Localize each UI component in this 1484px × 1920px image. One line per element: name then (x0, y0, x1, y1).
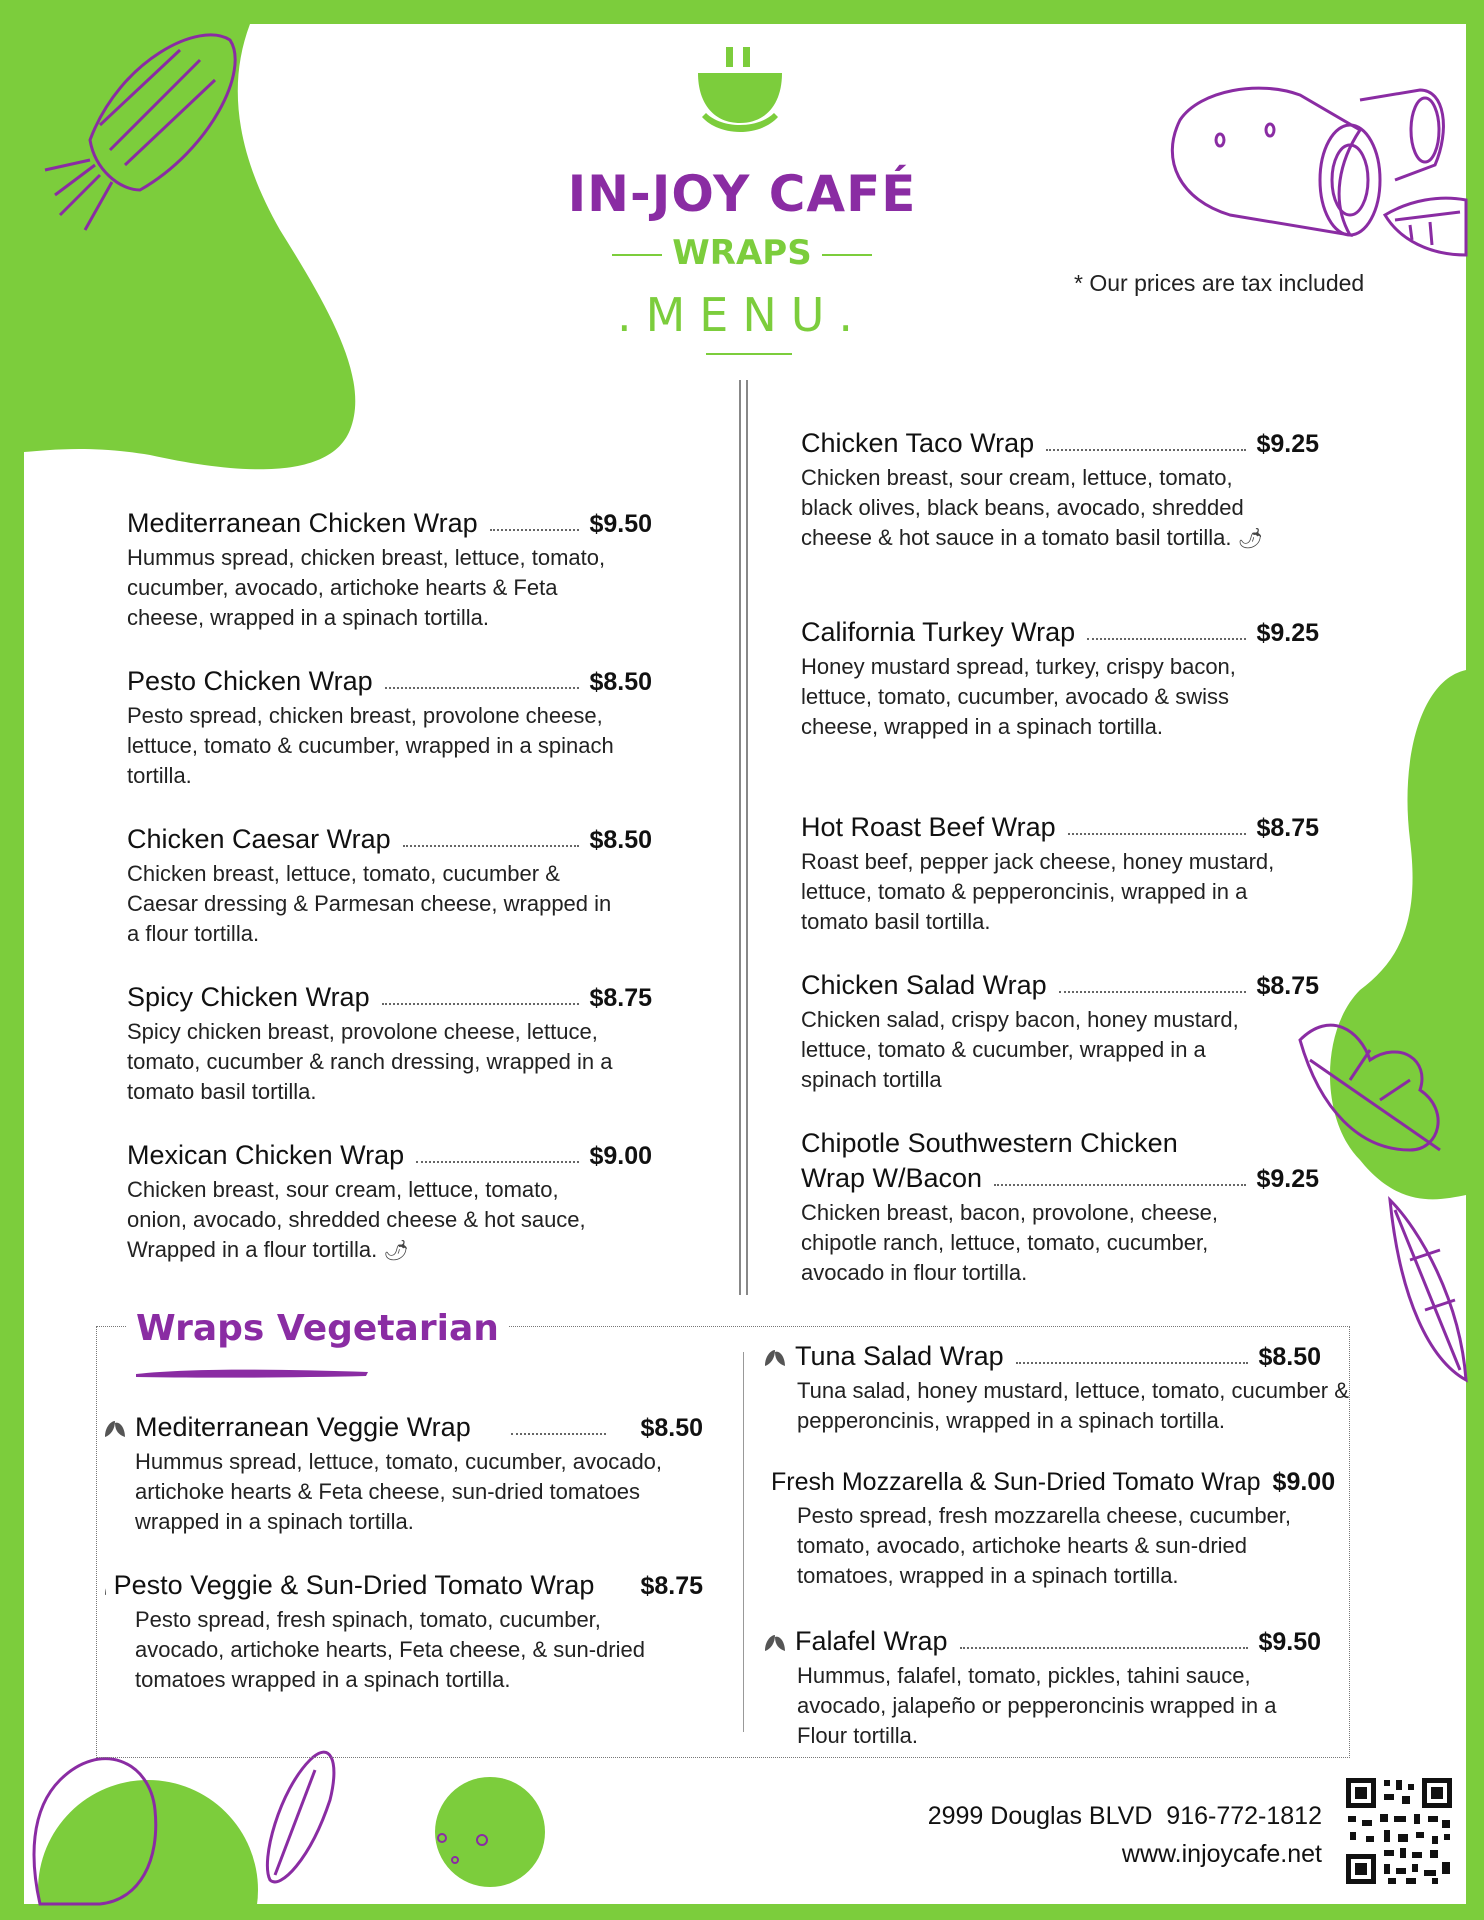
item-description: Chicken breast, lettuce, tomato, cucumber & Caesar dressing & Parmesan cheese, wrapped in a flour tortilla. (127, 861, 612, 946)
item-price: $9.00 (589, 1142, 652, 1170)
chili-pepper-icon: 🌶 (1237, 528, 1263, 550)
column-divider (739, 380, 748, 1295)
menu-item (127, 508, 652, 633)
website-link[interactable]: www.injoycafe.net (1121, 1840, 1322, 1868)
brand-menu-word: .MENU. (616, 288, 868, 342)
item-name: California Turkey Wrap (801, 617, 1076, 647)
item-name: Falafel Wrap (795, 1626, 948, 1656)
item-price: $8.50 (640, 1414, 703, 1442)
vegetarian-title: Wraps Vegetarian (126, 1308, 509, 1349)
item-price: $8.50 (589, 826, 652, 854)
brand-rule (706, 353, 792, 355)
phone: 916-772-1812 (1166, 1802, 1322, 1830)
item-description: Hummus spread, lettuce, tomato, cucumber, avocado, artichoke hearts & Feta cheese, sun-dried tomatoes wrapped in a spinach tortilla. (135, 1449, 663, 1534)
item-name: Hot Roast Beef Wrap (801, 812, 1056, 842)
menu-item (801, 970, 1319, 1095)
item-description (801, 463, 1281, 554)
item-price: $8.75 (1256, 972, 1319, 1000)
brand-category (0, 233, 1484, 273)
item-price: $8.75 (1256, 814, 1319, 842)
leaf-icon (103, 1419, 127, 1439)
menu-item (127, 824, 652, 949)
item-name: Chicken Salad Wrap (801, 970, 1047, 1000)
menu-item (801, 617, 1319, 742)
coffee-cup-logo-icon (690, 45, 790, 145)
item-description: Chicken breast, bacon, provolone, cheese, chipotle ranch, lettuce, tomato, cucumber, avocado in flour tortilla. (801, 1200, 1219, 1285)
chili-pepper-icon: 🌶 (383, 1240, 409, 1262)
bottom-center-circle (435, 1777, 545, 1887)
item-name: Chicken Taco Wrap (801, 428, 1035, 458)
footer-address-line (928, 1802, 1322, 1831)
item-name: Mediterranean Veggie Wrap (135, 1412, 471, 1442)
veg-menu-item (763, 1626, 1321, 1751)
item-price: $8.75 (589, 984, 652, 1012)
item-description: Honey mustard spread, turkey, crispy bacon, lettuce, tomato, cucumber, avocado & swiss cheese, wrapped in a spinach tortilla. (801, 654, 1236, 739)
item-price: $9.25 (1256, 430, 1319, 458)
item-description (127, 1175, 607, 1266)
brand-category-text: WRAPS (672, 233, 812, 273)
item-price: $9.00 (1272, 1468, 1336, 1496)
item-name: Tuna Salad Wrap (795, 1341, 1004, 1371)
item-price: $8.50 (1258, 1343, 1321, 1371)
item-description: Pesto spread, fresh spinach, tomato, cucumber, avocado, artichoke hearts, Feta cheese, & sun-dried tomatoes wrapped in a spinach tortilla. (135, 1607, 645, 1692)
leaf-icon (103, 1577, 106, 1597)
item-name: Mexican Chicken Wrap (127, 1140, 405, 1170)
vegetarian-divider (743, 1352, 744, 1732)
item-description: Spicy chicken breast, provolone cheese, lettuce, tomato, cucumber & ranch dressing, wrapped in a tomato basil tortilla. (127, 1019, 613, 1104)
item-price: $9.50 (1258, 1628, 1321, 1656)
item-description: Pesto spread, chicken breast, provolone cheese, lettuce, tomato & cucumber, wrapped in a spinach tortilla. (127, 703, 614, 788)
item-name-line1: Chipotle Southwestern Chicken (801, 1128, 1178, 1158)
menu-item (801, 812, 1319, 937)
item-description: Pesto spread, fresh mozzarella cheese, cucumber, tomato, avocado, artichoke hearts & sun-dried tomatoes, wrapped in a spinach tortilla. (797, 1503, 1292, 1588)
item-description: Tuna salad, honey mustard, lettuce, tomato, cucumber & pepperoncinis, wrapped in a spinach tortilla. (797, 1378, 1349, 1433)
menu-item (801, 1128, 1319, 1288)
item-name: Mediterranean Chicken Wrap (127, 508, 478, 538)
item-description-text: Chicken breast, sour cream, lettuce, tomato, onion, avocado, shredded cheese & hot sauce, Wrapped in a flour tortilla. (127, 1177, 586, 1262)
item-name: Chicken Caesar Wrap (127, 824, 391, 854)
item-description-text: Chicken breast, sour cream, lettuce, tomato, black olives, black beans, avocado, shredded cheese & hot sauce in a tomato basil tortilla. (801, 465, 1244, 550)
veg-menu-item (763, 1468, 1336, 1591)
menu-item (127, 666, 652, 791)
item-price: $9.25 (1256, 1165, 1319, 1193)
item-price: $9.50 (589, 510, 652, 538)
veg-menu-item (103, 1412, 703, 1537)
brand-name: IN-JOY CAFÉ (567, 165, 917, 223)
qr-code-icon[interactable] (1344, 1776, 1454, 1886)
veg-menu-item (763, 1341, 1349, 1436)
bottom-left-circle (38, 1780, 258, 1920)
address: 2999 Douglas BLVD (927, 1802, 1153, 1830)
item-price: $9.25 (1256, 619, 1319, 647)
menu-item (127, 1140, 652, 1266)
leaf-icon (763, 1348, 787, 1368)
item-price: $8.50 (589, 668, 652, 696)
item-price: $8.75 (640, 1572, 703, 1600)
item-description: Chicken salad, crispy bacon, honey mustard, lettuce, tomato & cucumber, wrapped in a spinach tortilla (801, 1007, 1239, 1092)
menu-item (127, 982, 652, 1107)
item-description: Hummus spread, chicken breast, lettuce, tomato, cucumber, avocado, artichoke hearts & Feta cheese, wrapped in a spinach tortilla. (127, 545, 606, 630)
tax-note: * Our prices are tax included (1074, 270, 1365, 296)
item-name: Fresh Mozzarella & Sun-Dried Tomato Wrap (771, 1468, 1261, 1496)
item-name: Spicy Chicken Wrap (127, 982, 370, 1012)
leaf-icon (763, 1633, 787, 1653)
item-description: Hummus, falafel, tomato, pickles, tahini sauce, avocado, jalapeño or pepperoncinis wrapped in a Flour tortilla. (797, 1663, 1277, 1748)
item-name: Pesto Veggie & Sun-Dried Tomato Wrap (113, 1570, 595, 1600)
menu-item (801, 428, 1319, 554)
item-name: Pesto Chicken Wrap (127, 666, 373, 696)
title-brush-underline (132, 1366, 372, 1380)
veg-menu-item (103, 1570, 703, 1695)
item-name-line2: Wrap W/Bacon (801, 1163, 983, 1193)
item-description: Roast beef, pepper jack cheese, honey mustard, lettuce, tomato & pepperoncinis, wrapped in a tomato basil tortilla. (801, 849, 1275, 934)
menu-word-text: MENU (645, 288, 839, 342)
